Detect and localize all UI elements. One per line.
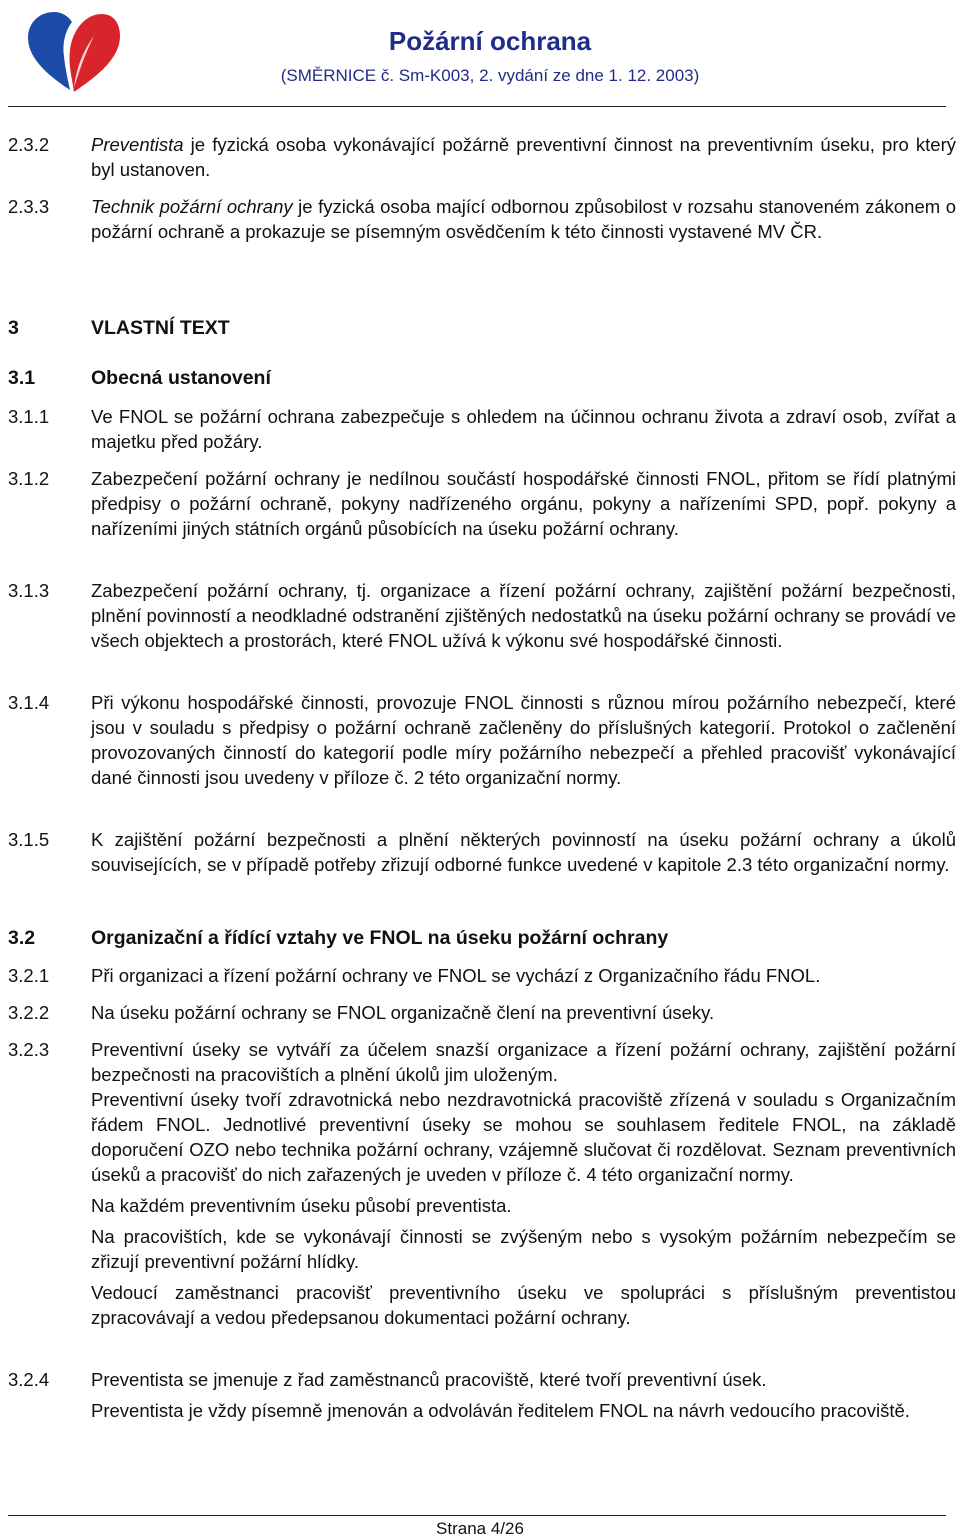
section-number: 3.1.5	[8, 829, 50, 850]
section-number: 2.3.2	[8, 134, 50, 155]
section-text: Ve FNOL se požární ochrana zabezpečuje s ohledem na účinnou ochranu života a zdraví osob, zvířat a majetku před požáry.	[91, 406, 956, 452]
section-number: 3.2.1	[8, 965, 50, 986]
heading-number: 3.1	[8, 367, 36, 389]
header-divider	[8, 106, 946, 107]
section-number: 3.2.4	[8, 1369, 50, 1390]
section-text	[91, 1367, 956, 1423]
page-number: Strana 4/26	[436, 1519, 524, 1538]
section-text: Při výkonu hospodářské činnosti, provozuje FNOL činnosti s různou mírou požárního nebezpečí, které jsou v souladu s předpisy o požární ochraně začleněny do příslušných kategorií. Protokol o začlenění provozovaných činností do kategorií podle míry požárního nebezpečí a přehled pracovišť vykonávající dané činnosti jsou uvedeny v příloze č. 2 této organizační normy.	[91, 692, 956, 788]
section-text: Na úseku požární ochrany se FNOL organizačně člení na preventivní úseky.	[91, 1002, 715, 1023]
section-text: Zabezpečení požární ochrany je nedílnou součástí hospodářské činnosti FNOL, přitom se řídí platnými předpisy o požární ochraně, pokyny nadřízeného orgánu, pokyny a nařízeními SPD, popř. pokyny a nařízeními jiných státních orgánů působících na úseku požární ochrany.	[91, 468, 956, 539]
section-text	[91, 194, 956, 244]
heading-text: Organizační a řídící vztahy ve FNOL na úseku požární ochrany	[91, 927, 669, 949]
section-number: 3.1.2	[8, 468, 50, 489]
logo-blue-wing	[28, 12, 72, 90]
page-title: Požární ochrana	[388, 26, 592, 56]
section-number: 2.3.3	[8, 196, 50, 217]
logo-red-wing	[69, 14, 120, 92]
paragraph: Preventista se jmenuje z řad zaměstnanců pracoviště, které tvoří preventivní úsek.	[91, 1369, 767, 1390]
defined-term: Technik požární ochrany	[91, 196, 293, 217]
section-text	[91, 1037, 956, 1330]
paragraph: Na každém preventivním úseku působí preventista.	[91, 1195, 512, 1216]
section-number: 3.2.2	[8, 1002, 50, 1023]
heading-text: Obecná ustanovení	[91, 367, 271, 389]
defined-term: Preventista	[91, 134, 184, 155]
paragraph: Preventista je vždy písemně jmenován a odvoláván ředitelem FNOL na návrh vedoucího pracoviště.	[91, 1400, 910, 1421]
section-number: 3.2.3	[8, 1039, 50, 1060]
paragraph: Vedoucí zaměstnanci pracovišť preventivního úseku ve spolupráci s příslušným preventistou zpracovávají a vedou předepsanou dokumentaci požární ochrany.	[91, 1282, 956, 1328]
paragraph: Preventivní úseky tvoří zdravotnická nebo nezdravotnická pracoviště zřízená v souladu s Organizačním řádem FNOL. Jednotlivé preventivní úseky se mohou se souhlasem ředitele FNOL, na základě doporučení OZO nebo technika požární ochrany, vzájemně slučovat či rozdělovat. Seznam preventivních úseků a pracovišť do nich zařazených je uveden v příloze č. 4 této organizační normy.	[91, 1089, 956, 1185]
section-text: Zabezpečení požární ochrany, tj. organizace a řízení požární ochrany, zajištění požární bezpečnosti, plnění povinností a neodkladné odstranění zjištěných nedostatků na úseku požární ochrany se provádí ve všech objektech a prostorách, které FNOL užívá k výkonu své hospodářské činnosti.	[91, 580, 956, 651]
heading-number: 3	[8, 317, 19, 339]
heading-number: 3.2	[8, 927, 36, 949]
section-number: 3.1.1	[8, 406, 50, 427]
footer-divider	[8, 1515, 946, 1516]
definition-text: je fyzická osoba vykonávající požárně preventivní činnost na preventivním úseku, pro který byl ustanoven.	[91, 134, 956, 180]
definition-text: je fyzická osoba mající odbornou způsobilost v rozsahu stanoveném zákonem o požární ochraně a prokazuje se písemným osvědčením k této činnosti vystavené MV ČR.	[91, 196, 956, 242]
paragraph: Na pracovištích, kde se vykonávají činnosti se zvýšeným nebo s vysokým požárním nebezpečím se zřizují preventivní požární hlídky.	[91, 1226, 956, 1272]
section-text: Při organizaci a řízení požární ochrany ve FNOL se vychází z Organizačního řádu FNOL.	[91, 965, 821, 986]
section-number: 3.1.4	[8, 692, 50, 713]
section-number: 3.1.3	[8, 580, 50, 601]
heading-text: VLASTNÍ TEXT	[91, 317, 230, 339]
paragraph: Preventivní úseky se vytváří za účelem snazší organizace a řízení požární ochrany, zajištění požární bezpečnosti na pracovištích a plnění úkolů jim uloženým.	[91, 1039, 956, 1085]
section-text: K zajištění požární bezpečnosti a plnění některých povinností na úseku požární ochrany a úkolů souvisejících, se v případě potřeby zřizují odborné funkce uvedené v kapitole 2.3 této organizační normy.	[91, 829, 956, 875]
document-subtitle: (SMĚRNICE č. Sm-K003, 2. vydání ze dne 1. 12. 2003)	[280, 66, 700, 85]
organization-logo	[22, 8, 122, 96]
section-text	[91, 132, 956, 182]
